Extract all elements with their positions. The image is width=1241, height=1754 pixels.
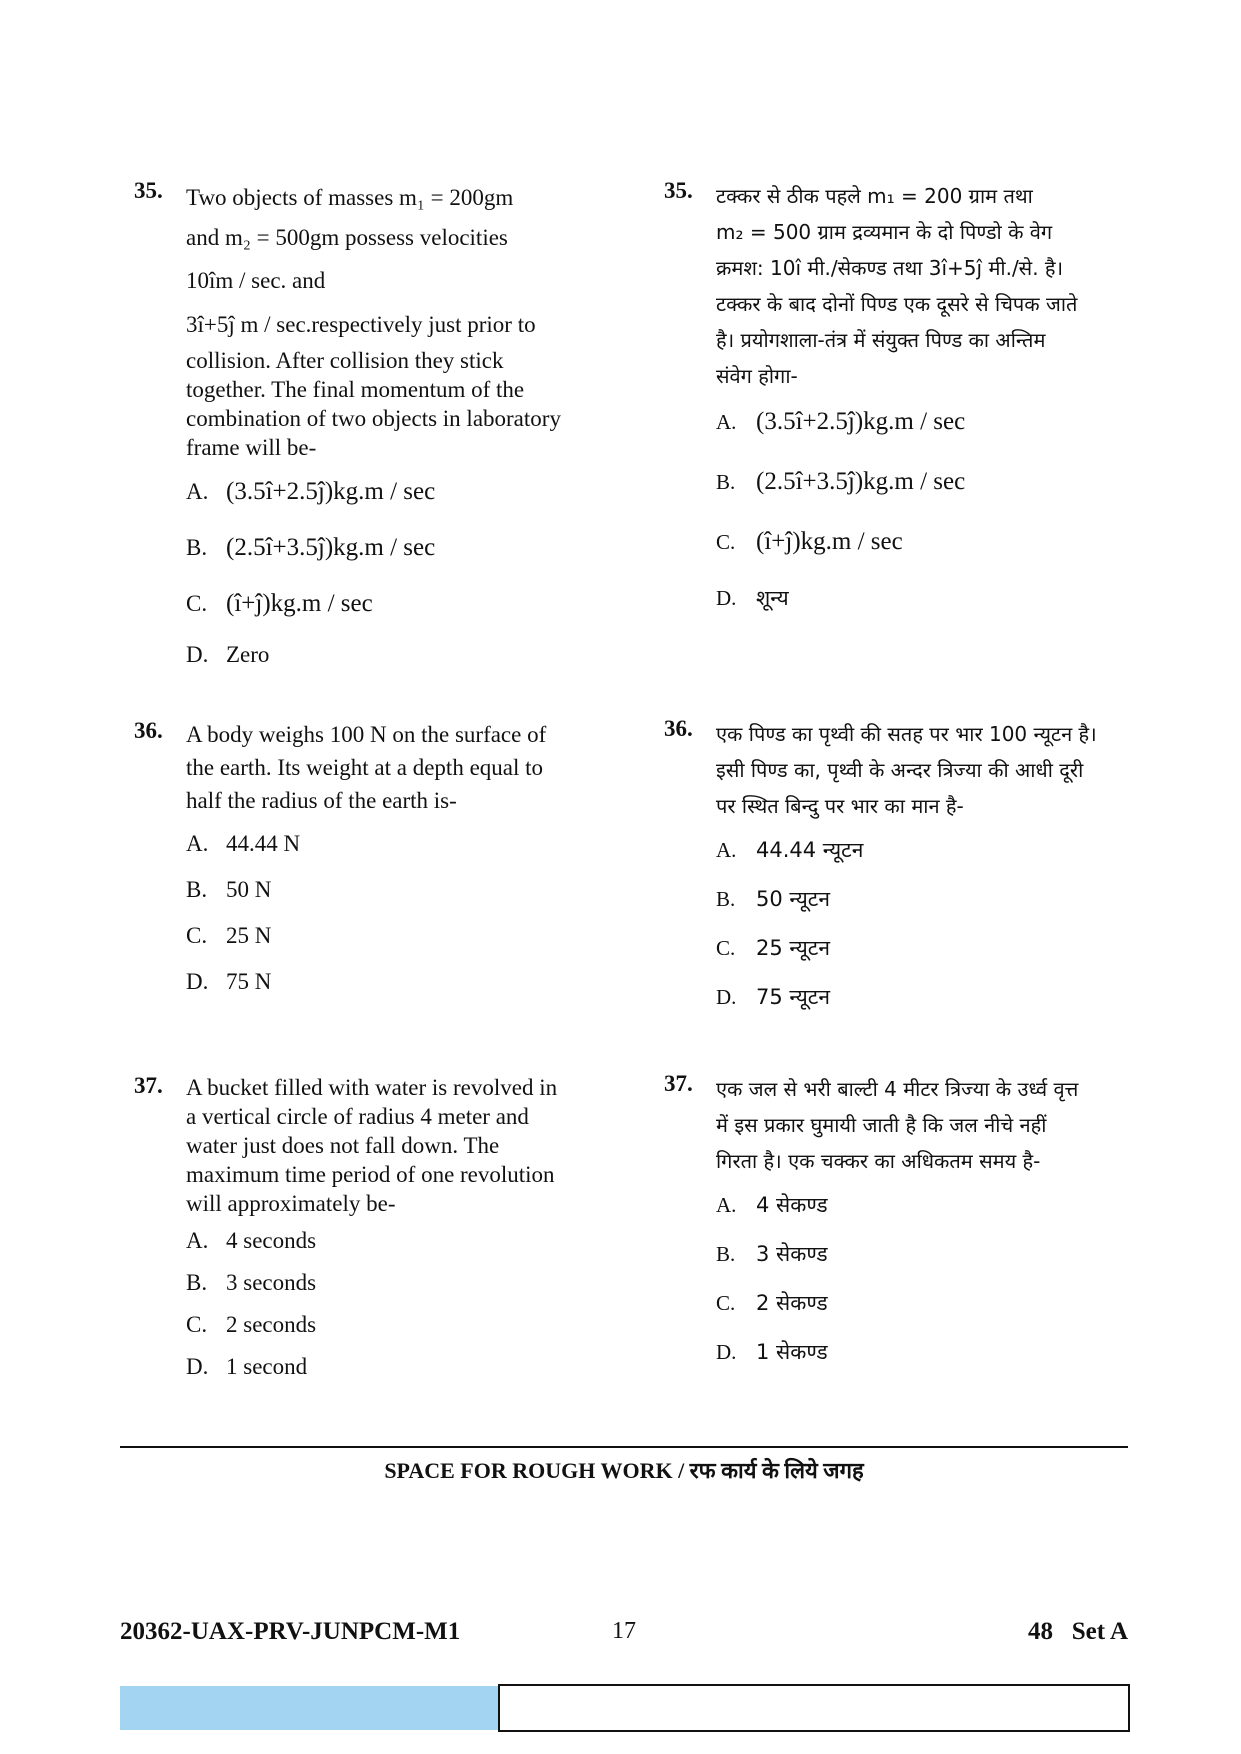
question-number: 35. xyxy=(664,178,693,203)
options-list xyxy=(186,831,609,1015)
option-b: B. 3 seconds xyxy=(186,1270,317,1295)
question-line: इसी पिण्ड का, पृथ्वी के अन्दर त्रिज्या की आधी दूरी xyxy=(716,758,1084,782)
paper-code: 20362-UAX-PRV-JUNPCM-M1 xyxy=(120,1618,461,1645)
option-c: C. (î+ĵ)kg.m / sec xyxy=(186,590,373,617)
question-line: में इस प्रकार घुमायी जाती है कि जल नीचे नहीं xyxy=(716,1113,1047,1137)
question-text xyxy=(186,718,609,817)
question-line: टक्कर से ठीक पहले m₁ = 200 ग्राम तथा xyxy=(716,184,1033,208)
option-c: C. 2 seconds xyxy=(186,1312,317,1337)
footer-color-bar xyxy=(120,1686,498,1730)
option-c: C. 25 न्यूटन xyxy=(716,936,831,960)
question-line: collision. After collision they stick xyxy=(186,348,504,373)
option-a: A. 4 seconds xyxy=(186,1228,317,1253)
option-b: B. 50 N xyxy=(186,877,272,902)
option-d: D. 1 सेकण्ड xyxy=(716,1340,828,1364)
question-35-en xyxy=(134,178,609,686)
option-b: B. (2.5î+3.5ĵ)kg.m / sec xyxy=(186,534,436,561)
question-text xyxy=(716,178,1139,394)
options-list xyxy=(716,1191,1139,1387)
question-line: Two objects of masses m₁ = 200gm xyxy=(186,185,514,210)
question-line: गिरता है। एक चक्कर का अधिकतम समय है- xyxy=(716,1149,1041,1173)
option-a: A. 44.44 न्यूटन xyxy=(716,838,864,862)
options-list xyxy=(186,478,609,686)
question-number: 37. xyxy=(664,1071,693,1096)
option-b: B. 50 न्यूटन xyxy=(716,887,831,911)
question-line: संवेग होगा- xyxy=(716,364,798,388)
option-d: D. 75 न्यूटन xyxy=(716,985,831,1009)
option-d: D. शून्य xyxy=(716,586,789,610)
options-list xyxy=(186,1228,609,1396)
question-line: frame will be- xyxy=(186,435,317,460)
question-35-hi xyxy=(664,178,1139,628)
option-b: B. 3 सेकण्ड xyxy=(716,1242,828,1266)
option-c: C. (î+ĵ)kg.m / sec xyxy=(716,528,903,555)
question-line: है। प्रयोगशाला-तंत्र में संयुक्त पिण्ड का अन्तिम xyxy=(716,328,1046,352)
divider-line xyxy=(120,1446,1128,1448)
option-a: A. (3.5î+2.5ĵ)kg.m / sec xyxy=(186,478,436,505)
option-a: A. 4 सेकण्ड xyxy=(716,1193,828,1217)
option-d: D. 1 second xyxy=(186,1354,308,1379)
question-line: together. The final momentum of the xyxy=(186,377,525,402)
question-number: 36. xyxy=(134,718,163,743)
question-text xyxy=(716,716,1139,824)
option-a: A. 44.44 N xyxy=(186,831,301,856)
question-number: 35. xyxy=(134,178,163,203)
question-line: एक जल से भरी बाल्टी 4 मीटर त्रिज्या के उर्ध्व वृत्त xyxy=(716,1077,1079,1101)
question-line: m₂ = 500 ग्राम द्रव्यमान के दो पिण्डो के वेग xyxy=(716,220,1053,244)
question-line: 10îm / sec. and xyxy=(186,268,326,293)
question-text xyxy=(186,178,609,462)
set-label: 48 Set A xyxy=(1028,1618,1128,1645)
question-line: a vertical circle of radius 4 meter and xyxy=(186,1104,529,1129)
rough-work-heading: SPACE FOR ROUGH WORK / रफ कार्य के लिये जगह xyxy=(384,1458,864,1483)
question-37-en xyxy=(134,1073,609,1396)
page-number: 17 xyxy=(612,1618,636,1644)
question-line: टक्कर के बाद दोनों पिण्ड एक दूसरे से चिपक जाते xyxy=(716,292,1078,316)
question-text xyxy=(716,1071,1139,1179)
options-list xyxy=(716,408,1139,628)
question-line: 3î+5ĵ m / sec.respectively just prior to xyxy=(186,312,536,337)
question-line: A body weighs 100 N on the surface of xyxy=(186,722,547,747)
option-d: D. Zero xyxy=(186,642,270,667)
option-c: C. 2 सेकण्ड xyxy=(716,1291,828,1315)
options-list xyxy=(716,836,1139,1032)
option-d: D. 75 N xyxy=(186,969,272,994)
question-36-en xyxy=(134,718,609,1015)
question-37-hi xyxy=(664,1071,1139,1387)
question-text xyxy=(186,1073,609,1218)
question-line: will approximately be- xyxy=(186,1191,396,1216)
option-c: C. 25 N xyxy=(186,923,272,948)
question-line: एक पिण्ड का पृथ्वी की सतह पर भार 100 न्यूटन है। xyxy=(716,722,1097,746)
question-number: 37. xyxy=(134,1073,163,1098)
question-line: combination of two objects in laboratory xyxy=(186,406,561,431)
question-line: half the radius of the earth is- xyxy=(186,788,457,813)
question-line: water just does not fall down. The xyxy=(186,1133,500,1158)
question-line: A bucket filled with water is revolved in xyxy=(186,1075,558,1100)
question-line: क्रमश: 10î मी./सेकण्ड तथा 3î+5ĵ मी./से. है। xyxy=(716,256,1064,280)
option-a: A. (3.5î+2.5ĵ)kg.m / sec xyxy=(716,408,966,435)
question-number: 36. xyxy=(664,716,693,741)
option-b: B. (2.5î+3.5ĵ)kg.m / sec xyxy=(716,468,966,495)
question-line: पर स्थित बिन्दु पर भार का मान है- xyxy=(716,794,964,818)
question-line: the earth. Its weight at a depth equal to xyxy=(186,755,544,780)
question-36-hi xyxy=(664,716,1139,1032)
footer-empty-box xyxy=(498,1684,1130,1732)
question-line: maximum time period of one revolution xyxy=(186,1162,555,1187)
question-line: and m₂ = 500gm possess velocities xyxy=(186,225,508,250)
